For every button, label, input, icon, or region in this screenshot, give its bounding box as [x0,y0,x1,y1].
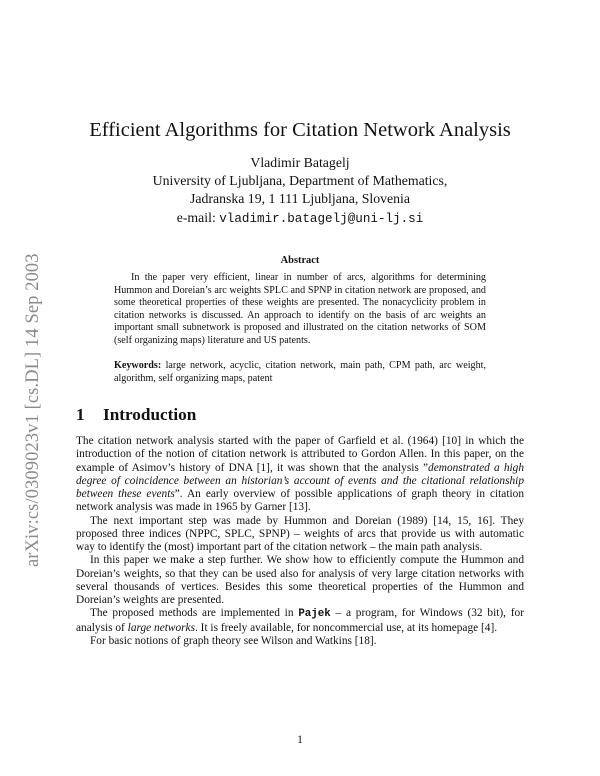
paragraph-4-large-networks: large networks [127,621,195,634]
paragraph-1-text-b: ”. An early overview of possible applications of graph theory in citation network analysis was made in 1965 by Garner [13]. [76,488,524,514]
paragraph-4-text-a: The proposed methods are implemented in [90,607,299,620]
paragraph-1-quote: demonstrated a high degree of coincidence between an historian’s account of events and the citational relationship between these events [76,461,524,500]
keywords-label: Keywords: [114,360,162,371]
arxiv-identifier-stamp [22,195,44,567]
author-name: Vladimir Batagelj [250,155,350,170]
arxiv-identifier-text: arXiv:cs/0309023v1 [cs.DL] 14 Sep 2003 [23,253,43,567]
author-block [0,154,600,228]
author-email-line [0,209,600,228]
section-number: 1 [76,405,85,424]
page-number: 1 [297,734,303,746]
paper-title: Efficient Algorithms for Citation Network Analysis [89,119,511,141]
paragraph-4 [76,607,524,635]
abstract-text: In the paper very efficient, linear in number of arcs, algorithms for determining Hummon and Doreian’s arc weights SPLC and SPNP in citation network are proposed, and some theoretical properties of these weights are presented. The nonacyclicity problem in citation networks is discussed. An approach to identify on the basis of arc weights an important small subnetwork is proposed and illustrated on the citation networks of SOM (self organizing maps) literature and US patents. [114,272,486,346]
section-title: Introduction [103,405,197,424]
section-heading-introduction [76,404,196,426]
paragraph-1 [76,435,524,515]
paragraph-5: For basic notions of graph theory see Wilson and Watkins [18]. [90,634,377,647]
paragraph-3: In this paper we make a step further. We show how to efficiently compute the Hummon and Doreian’s weights, so that they can be used also for analysis of very large citation networks with several thousands of vertices. Besides this some theoretical properties of the Hummon and Doreian’s weights are presented. [76,554,524,606]
paragraph-1-text-a: The citation network analysis started with the paper of Garfield et al. (1964) [10] in which the introduction of the notion of citation network is attributed to Gordon Allen. In this paper, on the example of Asimov’s history of DNA [1], it was shown that the analysis ” [76,435,524,474]
pajek-program-name: Pajek [298,608,331,621]
paragraph-4-text-c: . It is freely available, for noncommercial use, at its homepage [4]. [195,621,498,634]
abstract-heading: Abstract [280,255,320,266]
keywords-list: large network, acyclic, citation network, main path, CPM path, arc weight, algorithm, self organizing maps, patent [114,360,486,384]
email-label: e-mail: [176,209,220,225]
keywords-line [114,360,486,385]
author-affiliation: University of Ljubljana, Department of Mathematics, [152,173,448,189]
author-email: vladimir.batagelj@uni-lj.si [219,211,424,226]
paragraph-4-text-b: – a program, for Windows (32 bit), for analysis of [76,607,524,634]
author-address: Jadranska 19, 1 111 Ljubljana, Slovenia [189,191,411,207]
introduction-body [76,435,524,648]
paragraph-2: The next important step was made by Hummon and Doreian (1989) [14, 15, 16]. They proposed three indices (NPPC, SPLC, SPNP) – weights of arcs that provide us with automatic way to identify the (most) important part of the citation network – the main path analysis. [76,514,524,553]
